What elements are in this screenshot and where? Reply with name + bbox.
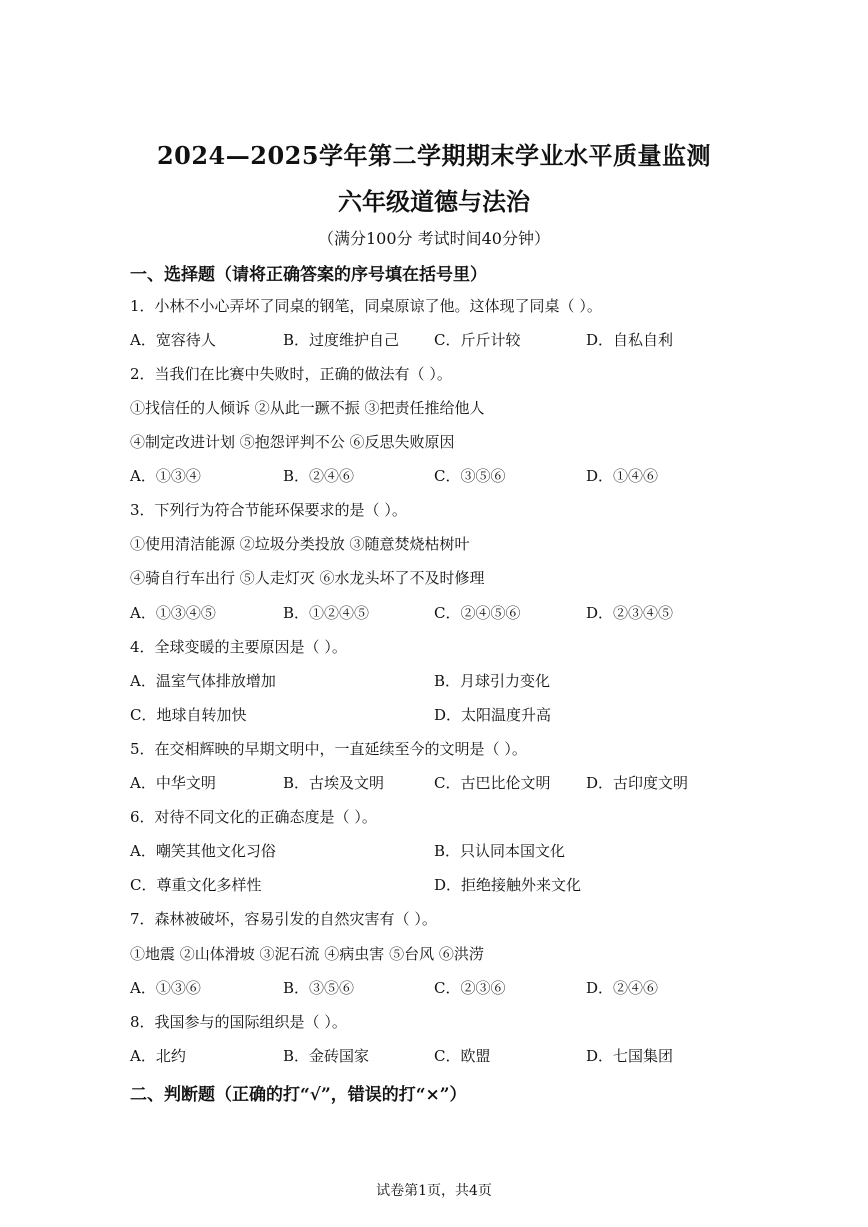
question-2-option-c: C．③⑤⑥ bbox=[434, 467, 506, 485]
question-4-stem: 4．全球变暖的主要原因是（ ）。 bbox=[130, 638, 347, 656]
question-3-option-c: C．②④⑤⑥ bbox=[434, 604, 521, 622]
question-4-option-a: A．温室气体排放增加 bbox=[130, 672, 276, 690]
exam-subject: 六年级道德与法治 bbox=[338, 187, 530, 216]
question-4-option-d: D．太阳温度升高 bbox=[434, 706, 552, 724]
question-1-option-c: C．斤斤计较 bbox=[434, 331, 521, 349]
question-1-stem: 1．小林不小心弄坏了同桌的钢笔，同桌原谅了他。这体现了同桌（ ）。 bbox=[130, 297, 602, 315]
question-2-stem: 2．当我们在比赛中失败时，正确的做法有（ ）。 bbox=[130, 365, 452, 383]
question-4-option-b: B．月球引力变化 bbox=[434, 672, 551, 690]
page-footer: 试卷第1页，共4页 bbox=[376, 1183, 492, 1199]
question-8-stem: 8．我国参与的国际组织是（ ）。 bbox=[130, 1013, 347, 1031]
question-4-option-c: C．地球自转加快 bbox=[130, 706, 247, 724]
question-5-option-a: A．中华文明 bbox=[130, 774, 216, 792]
exam-note: （满分100分 考试时间40分钟） bbox=[318, 229, 550, 248]
question-6-option-c: C．尊重文化多样性 bbox=[130, 876, 262, 894]
question-1-option-a: A．宽容待人 bbox=[130, 331, 216, 349]
question-2-option-a: A．①③④ bbox=[130, 467, 201, 485]
section-heading-choice: 一、选择题（请将正确答案的序号填在括号里） bbox=[130, 265, 487, 285]
question-5-option-c: C．古巴比伦文明 bbox=[434, 774, 551, 792]
question-2-items-row1: ①找信任的人倾诉 ②从此一蹶不振 ③把责任推给他人 bbox=[130, 399, 485, 417]
section-heading-true-false: 二、判断题（正确的打“√”，错误的打“×”） bbox=[130, 1085, 467, 1105]
question-6-stem: 6．对待不同文化的正确态度是（ ）。 bbox=[130, 808, 377, 826]
question-5-option-d: D．古印度文明 bbox=[586, 774, 689, 792]
question-6-option-d: D．拒绝接触外来文化 bbox=[434, 876, 582, 894]
question-7-option-c: C．②③⑥ bbox=[434, 979, 506, 997]
question-2-items-row2: ④制定改进计划 ⑤抱怨评判不公 ⑥反思失败原因 bbox=[130, 433, 455, 451]
question-2-option-b: B．②④⑥ bbox=[283, 467, 355, 485]
question-3-option-a: A．①③④⑤ bbox=[130, 604, 216, 622]
question-7-option-b: B．③⑤⑥ bbox=[283, 979, 355, 997]
question-1-option-b: B．过度维护自己 bbox=[283, 331, 400, 349]
question-7-option-d: D．②④⑥ bbox=[586, 979, 659, 997]
question-8-option-c: C．欧盟 bbox=[434, 1047, 491, 1065]
question-6-option-a: A．嘲笑其他文化习俗 bbox=[130, 842, 276, 860]
question-3-option-b: B．①②④⑤ bbox=[283, 604, 370, 622]
question-3-option-d: D．②③④⑤ bbox=[586, 604, 674, 622]
question-3-stem: 3．下列行为符合节能环保要求的是（ ）。 bbox=[130, 501, 407, 519]
question-2-option-d: D．①④⑥ bbox=[586, 467, 659, 485]
question-3-items-row2: ④骑自行车出行 ⑤人走灯灭 ⑥水龙头坏了不及时修理 bbox=[130, 569, 485, 587]
exam-title: 2024—2025学年第二学期期末学业水平质量监测 bbox=[156, 141, 712, 170]
question-8-option-d: D．七国集团 bbox=[586, 1047, 674, 1065]
question-7-items-row1: ①地震 ②山体滑坡 ③泥石流 ④病虫害 ⑤台风 ⑥洪涝 bbox=[130, 945, 484, 963]
question-8-option-a: A．北约 bbox=[130, 1047, 186, 1065]
question-6-option-b: B．只认同本国文化 bbox=[434, 842, 566, 860]
question-3-items-row1: ①使用清洁能源 ②垃圾分类投放 ③随意焚烧枯树叶 bbox=[130, 535, 470, 553]
question-5-stem: 5．在交相辉映的早期文明中，一直延续至今的文明是（ ）。 bbox=[130, 740, 527, 758]
question-7-stem: 7．森林被破坏，容易引发的自然灾害有（ ）。 bbox=[130, 910, 437, 928]
question-8-option-b: B．金砖国家 bbox=[283, 1047, 370, 1065]
question-7-option-a: A．①③⑥ bbox=[130, 979, 201, 997]
question-1-option-d: D．自私自利 bbox=[586, 331, 674, 349]
question-5-option-b: B．古埃及文明 bbox=[283, 774, 385, 792]
